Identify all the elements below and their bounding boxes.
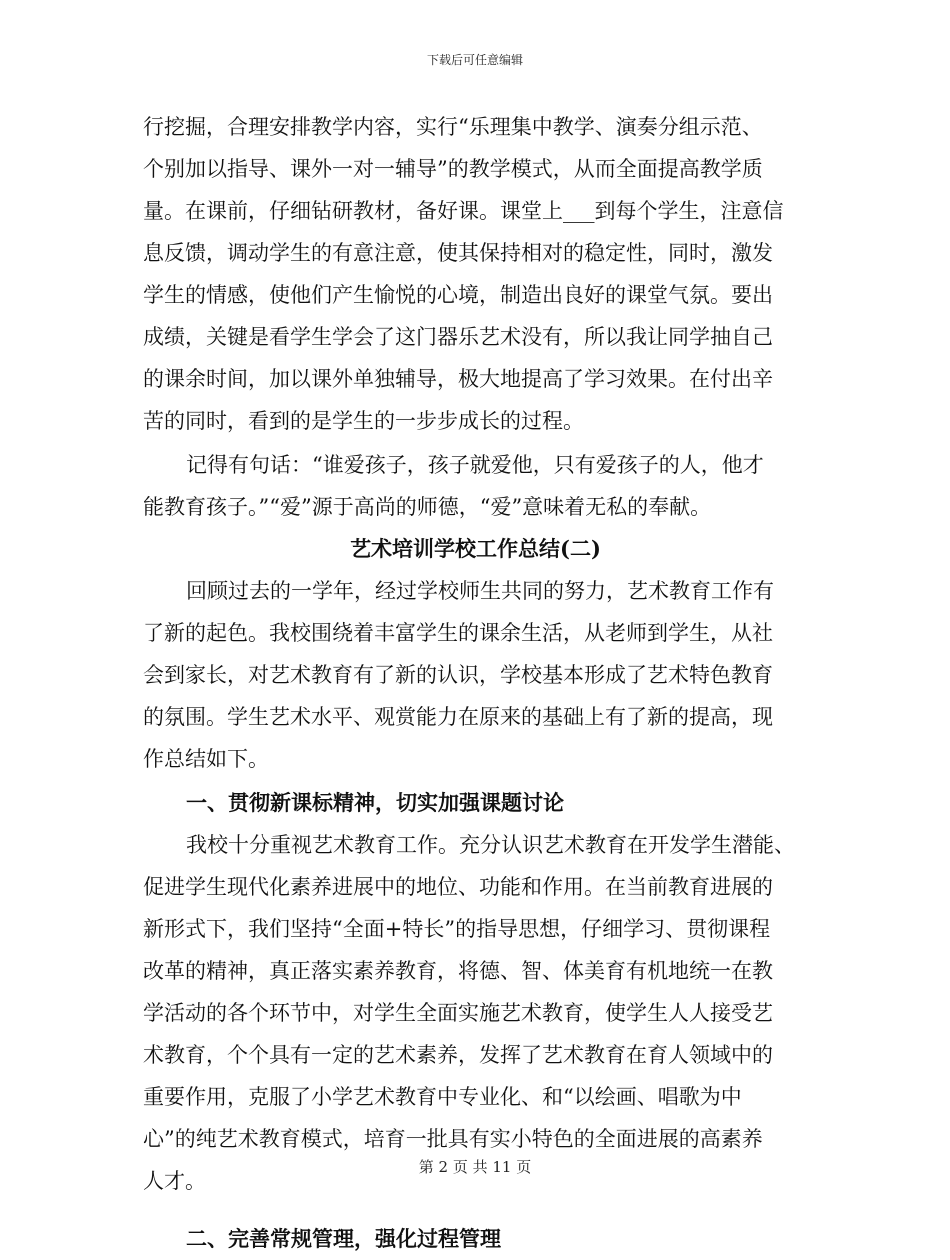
- paragraph-line: 的氛围。学生艺术水平、观赏能力在原来的基础上有了新的提高，现: [143, 705, 773, 729]
- paragraph-line: 个别加以指导、课外一对一辅导”的教学模式，从而全面提高教学质: [143, 157, 763, 181]
- continued-paragraph: [143, 106, 808, 442]
- paragraph-line: 术教育，个个具有一定的艺术素养，发挥了艺术教育在育人领域中的: [143, 1043, 773, 1067]
- heading-one: 一、贯彻新课标精神，切实加强课题讨论: [186, 790, 564, 815]
- paragraph-line: 行挖掘，合理安排教学内容，实行“乐理集中教学、演奏分组示范、: [143, 115, 763, 139]
- paragraph-line: 苦的同时，看到的是学生的一步步成长的过程。: [143, 409, 584, 433]
- paragraph-line: 息反馈，调动学生的有意注意，使其保持相对的稳定性，同时，激发: [143, 241, 773, 265]
- section-title: 艺术培训学校工作总结(二): [350, 536, 601, 561]
- quote-paragraph: [143, 444, 808, 528]
- heading-two: 二、完善常规管理，强化过程管理: [186, 1226, 501, 1251]
- page-header: 下载后可任意编辑: [426, 53, 523, 67]
- intro-paragraph: [143, 570, 808, 780]
- paragraph-line: 作总结如下。: [143, 747, 269, 771]
- page-footer: 第 2 页 共 11 页: [418, 1158, 532, 1176]
- document-body: [143, 106, 808, 1260]
- paragraph-line: 量。在课前，仔细钻研教材，备好课。课堂上___到每个学生，注意信: [143, 199, 784, 223]
- paragraph-line: 回顾过去的一学年，经过学校师生共同的努力，艺术教育工作有: [186, 579, 774, 603]
- paragraph-line: 能教育孩子。”“爱”源于高尚的师德，“爱”意味着无私的奉献。: [143, 495, 712, 519]
- paragraph-line: 成绩，关键是看学生学会了这门器乐艺术没有，所以我让同学抽自己: [143, 325, 773, 349]
- paragraph-line: 学活动的各个环节中，对学生全面实施艺术教育，使学生人人接受艺: [143, 1001, 773, 1025]
- paragraph-line: 学生的情感，使他们产生愉悦的心境，制造出良好的课堂气氛。要出: [143, 283, 773, 307]
- paragraph-one: [143, 824, 808, 1202]
- paragraph-line: 重要作用，克服了小学艺术教育中专业化、和“以绘画、唱歌为中: [143, 1085, 742, 1109]
- paragraph-line: 了新的起色。我校围绕着丰富学生的课余生活，从老师到学生，从社: [143, 621, 773, 645]
- paragraph-line: 我校十分重视艺术教育工作。充分认识艺术教育在开发学生潜能、: [186, 833, 795, 857]
- paragraph-line: 人才。: [143, 1169, 206, 1193]
- paragraph-line: 会到家长，对艺术教育有了新的认识，学校基本形成了艺术特色教育: [143, 663, 773, 687]
- paragraph-line: 的课余时间，加以课外单独辅导，极大地提高了学习效果。在付出辛: [143, 367, 773, 391]
- paragraph-line: 记得有句话：“谁爱孩子，孩子就爱他，只有爱孩子的人，他才: [186, 453, 764, 477]
- paragraph-line: 心”的纯艺术教育模式，培育一批具有实小特色的全面进展的高素养: [143, 1127, 763, 1151]
- paragraph-line: 新形式下，我们坚持“全面+特长”的指导思想，仔细学习、贯彻课程: [143, 917, 771, 941]
- paragraph-line: 改革的精神，真正落实素养教育，将德、智、体美育有机地统一在教: [143, 959, 773, 983]
- paragraph-line: 促进学生现代化素养进展中的地位、功能和作用。在当前教育进展的: [143, 875, 773, 899]
